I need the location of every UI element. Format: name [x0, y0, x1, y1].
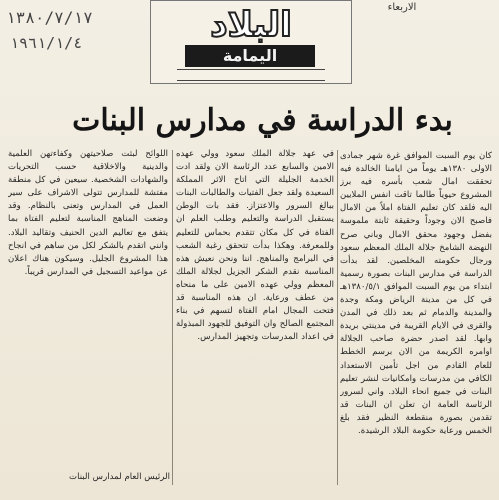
handwritten-hijri-date: ١٣٨٠/٧/١٧ — [6, 8, 93, 27]
masthead-subtitle: اليمامة — [185, 45, 315, 67]
article-text-left: اللوائح لبثت صلاحيتهن وكفاءتهن العلمية والدينية والاخلاقية حسب التحريات والشهادات الشخصية. سيعين في كل منطقة مفتشة للمدارس تتولى الاشراف على سير العمل في المدارس وتعنى بالنظام. وقد وضعت المناهج المناسبة لتعليم الفتاة بما يتفق مع تعاليم الدين الحنيف وتقاليد البلاد. وانني اتقدم بالشكر لكل من ساهم في انجاح هذا المشروع الجليل. وسيكون هناك اعلان عن مواعيد التسجيل في المدارس قريباً. — [8, 149, 168, 277]
masthead-rule — [177, 69, 325, 81]
article-text-middle: في عهد جلالة الملك سعود وولي عهده الامين والسابع عدد الرئاسة الان ولقد ادت الخدمة الجليلة التي اتاح الاثر المملكة السعيدة ولقد جعل الفتيات والطالبات البنات ببالغ السرور والاعتزاز. فقد بات الوطن يستقبل الدراسة والتعليم وطلب العلم ان الفتاة في كل مكان تتقدم بحماس للتعليم وللمعرفة. وهكذا بدأت تتحقق رغبة الشعب في البرامج والمناهج. اننا ونحن نعيش هذه المناسبة نقدم الشكر الجزيل لجلالة الملك المعظم وولي عهده الامين على ما منحاه من عطف ورعاية. ان هذه المناسبة قد فتحت المجال امام الفتاة لتسهم في بناء المجتمع الصالح وان التوفيق للجهود المبذولة في اعداد المدرسات وتجهيز المدارس. — [176, 149, 334, 343]
article-headline: بدء الدراسة في مدارس البنات — [72, 103, 453, 138]
article-text-right: كان يوم السبت الموافق غرة شهر جمادى الاولى ١٣٨٠هـ يوماً من ايامنا الخالدة فيه تحققت امال شعب بأسره فيه برز المشروع حيوياً طالما تاقت انفس الملايين اليه فلقد كان تعليم الفتاة املاً من الامال فاصبح الان وجوداً وحقيقة ثابتة ملموسة بفضل وجهود محقق الامال وباني صرح النهضة الشامخ جلالة الملك المعظم سعود ورجال حكومته المخلصين. لقد بدأت الدراسة في مدارس البنات بصورة رسمية ابتداء من يوم السبت الموافق ١٣٨٠/٥/١هـ في كل من مدينة الرياض ومكة وجدة والمدينة والدمام ثم بعد ذلك في المدن والقرى في الايام القريبة في مدينتي بريدة وابها. لقد اصدر حضرة صاحب الجلالة اوامره الكريمة من الان برسم الخطط للعام القادم من اجل تأمين الاستعداد الكافي من مدرسات وامكانيات لنشر تعليم البنات في جميع انحاء البلاد. واني لسرور الرئاسة العامة ان تعلن ان البنات قد تقدمن بصورة منقطعة النظير فقد بلغ الخمس ورعاية حكومة البلاد الرشيدة. — [340, 151, 492, 436]
handwritten-gregorian-date: ١٩٦١/١/٤ — [10, 34, 83, 52]
article-signature: الرئيس العام لمدارس البنات — [68, 472, 170, 482]
column-divider-2 — [172, 150, 173, 485]
article-column-middle — [176, 148, 334, 486]
masthead-main-title: البلاد — [210, 5, 292, 45]
article-column-left — [8, 148, 168, 473]
issue-day: الاربعاء — [387, 2, 417, 13]
column-divider-1 — [337, 150, 338, 485]
article-column-right — [340, 150, 492, 488]
newspaper-masthead — [150, 0, 352, 84]
